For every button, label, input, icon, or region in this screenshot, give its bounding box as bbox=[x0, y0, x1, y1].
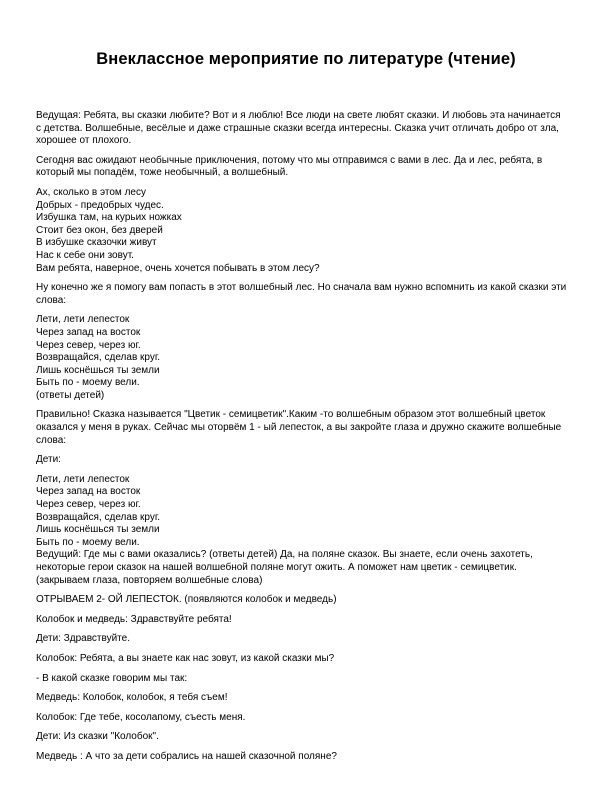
document-title: Внеклассное мероприятие по литературе (чтение) bbox=[96, 50, 516, 68]
dialogue-line: Медведь : А что за дети собрались на нашей сказочной поляне? bbox=[36, 750, 337, 762]
paragraph-remember: Ну конечно же я помогу вам попасть в этот волшебный лес. Но сначала вам нужно вспомнить из какой сказки эти слова: bbox=[36, 282, 567, 306]
paragraph-correct: Правильно! Сказка называется "Цветик - семицветик".Каким -то волшебным образом этот волшебный цветок оказался у меня в руках. Сейчас мы оторвём 1 - ый лепесток, а вы закройте глаза и дружно скажите волшебные слова: bbox=[36, 409, 562, 446]
dialogue-line: Колобок: Где тебе, косолапому, съесть меня. bbox=[36, 711, 246, 723]
poem-forest: Ах, сколько в этом лесу Добрых - предобрых чудес. Избушка там, на курьих ножках Стоит без окон, без дверей В избушке сказочки живут Нас к себе они зовут. Вам ребята, наверное, очень хочется побывать в этом лесу? bbox=[36, 186, 320, 274]
dialogue-line: Дети: Из сказки "Колобок". bbox=[36, 731, 159, 743]
document-body bbox=[36, 110, 576, 764]
poem-petal: Лети, лети лепесток Через запад на восток Через север, через юг. Возвращайся, сделав круг. Лишь коснёшься ты земли Быть по - моему вели. (ответы детей) bbox=[36, 314, 161, 401]
poem-petal-repeat: Лети, лети лепесток Через запад на восток Через север, через юг. Возвращайся, сделав круг. Лишь коснёшься ты земли Быть по - моему вели. Ведущий: Где мы с вами оказались? (ответы детей) Да, на поляне сказок. Вы знаете, если очень захотеть, некоторые герои сказок на нашей волшебной поляне могут ожить. А поможет нам цветик - семицветик. (закрываем глаза, повторяем волшебные слова) bbox=[36, 473, 533, 586]
paragraph-today: Сегодня вас ожидают необычные приключения, потому что мы отправимся с вами в лес. Да и лес, ребята, в который мы попадём, тоже необычный, а волшебный. bbox=[36, 154, 543, 179]
paragraph-intro: Ведущая: Ребята, вы сказки любите? Вот и я люблю! Все люди на свете любят сказки. И любовь эта начинается с детства. Волшебные, весёлые и даже страшные сказки всегда интересны. Сказка учит отличать добро от зла, хорошее от плохого. bbox=[36, 110, 561, 147]
dialogue-line: Колобок и медведь: Здравствуйте ребята! bbox=[36, 613, 232, 625]
dialogue-line: Дети: Здравствуйте. bbox=[36, 633, 130, 645]
dialogue-line: Колобок: Ребята, а вы знаете как нас зовут, из какой сказки мы? bbox=[36, 652, 335, 664]
paragraph-children: Дети: bbox=[36, 454, 61, 466]
paragraph-second-petal: ОТРЫВАЕМ 2- ОЙ ЛЕПЕСТОК. (появляются колобок и медведь) bbox=[36, 594, 337, 606]
dialogue-line: Медведь: Колобок, колобок, я тебя съем! bbox=[36, 692, 228, 704]
dialogue-line: - В какой сказке говорим мы так: bbox=[36, 672, 188, 684]
